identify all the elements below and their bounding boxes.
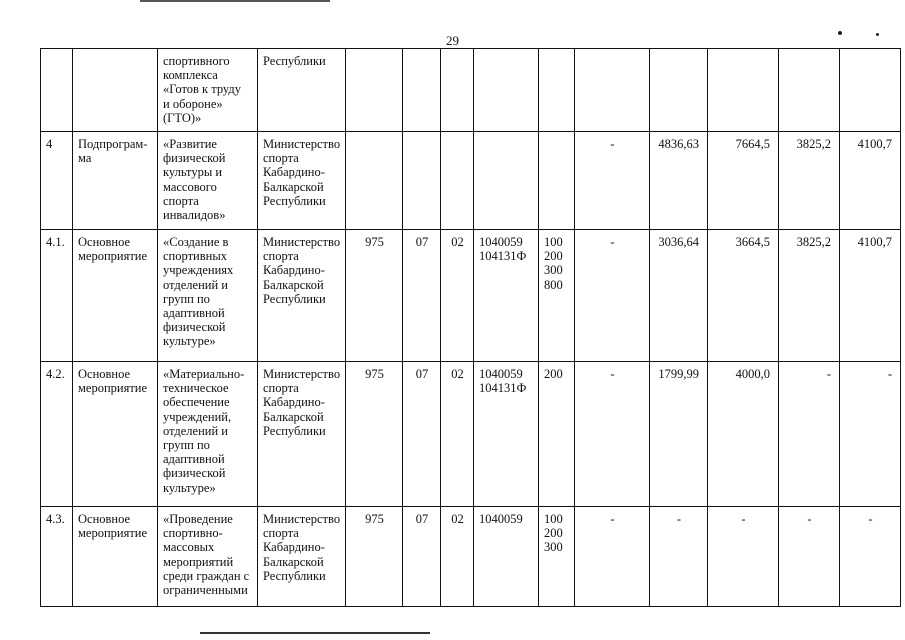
row-number: 4.2. (41, 362, 73, 507)
row-year-4: 3825,2 (779, 132, 840, 230)
row-year-1 (575, 49, 650, 132)
row-number: 4 (41, 132, 73, 230)
table-row (41, 362, 901, 507)
row-year-4 (779, 49, 840, 132)
row-grbs (346, 49, 403, 132)
row-vr (539, 49, 575, 132)
row-year-4: - (779, 362, 840, 507)
row-year-1: - (575, 507, 650, 607)
row-type: Основное мероприятие (73, 507, 158, 607)
row-type: Основное мероприятие (73, 362, 158, 507)
row-grbs: 975 (346, 507, 403, 607)
row-vr: 100 200 300 (539, 507, 575, 607)
row-rz: 07 (403, 507, 441, 607)
program-table (40, 48, 901, 607)
row-year-5 (840, 49, 901, 132)
row-year-5: - (840, 507, 901, 607)
row-year-5: 4100,7 (840, 230, 901, 362)
row-pr (441, 132, 474, 230)
row-year-2 (650, 49, 708, 132)
row-year-1: - (575, 362, 650, 507)
row-rz: 07 (403, 362, 441, 507)
row-year-3: - (708, 507, 779, 607)
row-name: «Создание в спортивных учреждениях отделений и групп по адаптивной физической культуре» (158, 230, 258, 362)
row-year-3: 3664,5 (708, 230, 779, 362)
row-csr: 1040059 104131Ф (474, 362, 539, 507)
row-pr: 02 (441, 230, 474, 362)
row-responsible: Министерство спорта Кабардино- Балкарской Республики (258, 132, 346, 230)
row-year-2: 1799,99 (650, 362, 708, 507)
table-row (41, 230, 901, 362)
row-grbs: 975 (346, 230, 403, 362)
row-name: «Проведение спортивно- массовых мероприятий среди граждан с ограниченными (158, 507, 258, 607)
row-rz (403, 132, 441, 230)
row-responsible: Министерство спорта Кабардино- Балкарской Республики (258, 362, 346, 507)
row-csr (474, 49, 539, 132)
row-grbs: 975 (346, 362, 403, 507)
row-vr: 100 200 300 800 (539, 230, 575, 362)
table-row (41, 132, 901, 230)
row-pr: 02 (441, 507, 474, 607)
row-year-2: - (650, 507, 708, 607)
row-year-4: 3825,2 (779, 230, 840, 362)
row-csr: 1040059 104131Ф (474, 230, 539, 362)
row-type: Основное мероприятие (73, 230, 158, 362)
row-year-3: 7664,5 (708, 132, 779, 230)
row-responsible: Министерство спорта Кабардино- Балкарской Республики (258, 507, 346, 607)
row-type: Подпрограм- ма (73, 132, 158, 230)
table-row (41, 49, 901, 132)
row-csr: 1040059 (474, 507, 539, 607)
row-year-4: - (779, 507, 840, 607)
row-year-5: 4100,7 (840, 132, 901, 230)
row-csr (474, 132, 539, 230)
row-type (73, 49, 158, 132)
row-vr: 200 (539, 362, 575, 507)
row-year-1: - (575, 132, 650, 230)
row-responsible: Республики (258, 49, 346, 132)
row-vr (539, 132, 575, 230)
page-number: 29 (446, 33, 459, 48)
row-responsible: Министерство спорта Кабардино- Балкарской Республики (258, 230, 346, 362)
row-name: «Развитие физической культуры и массового спорта инвалидов» (158, 132, 258, 230)
row-number (41, 49, 73, 132)
row-name: спортивного комплекса «Готов к труду и обороне» (ГТО)» (158, 49, 258, 132)
row-number: 4.3. (41, 507, 73, 607)
row-rz (403, 49, 441, 132)
row-year-2: 3036,64 (650, 230, 708, 362)
scan-artifact-bottom (200, 632, 430, 634)
row-year-5: - (840, 362, 901, 507)
scan-artifact-top (140, 0, 330, 2)
row-pr (441, 49, 474, 132)
row-grbs (346, 132, 403, 230)
row-year-1: - (575, 230, 650, 362)
row-pr: 02 (441, 362, 474, 507)
row-rz: 07 (403, 230, 441, 362)
table-row (41, 507, 901, 607)
row-name: «Материально- техническое обеспечение учреждений, отделений и групп по адаптивной физической культуре» (158, 362, 258, 507)
row-number: 4.1. (41, 230, 73, 362)
row-year-2: 4836,63 (650, 132, 708, 230)
row-year-3: 4000,0 (708, 362, 779, 507)
row-year-3 (708, 49, 779, 132)
